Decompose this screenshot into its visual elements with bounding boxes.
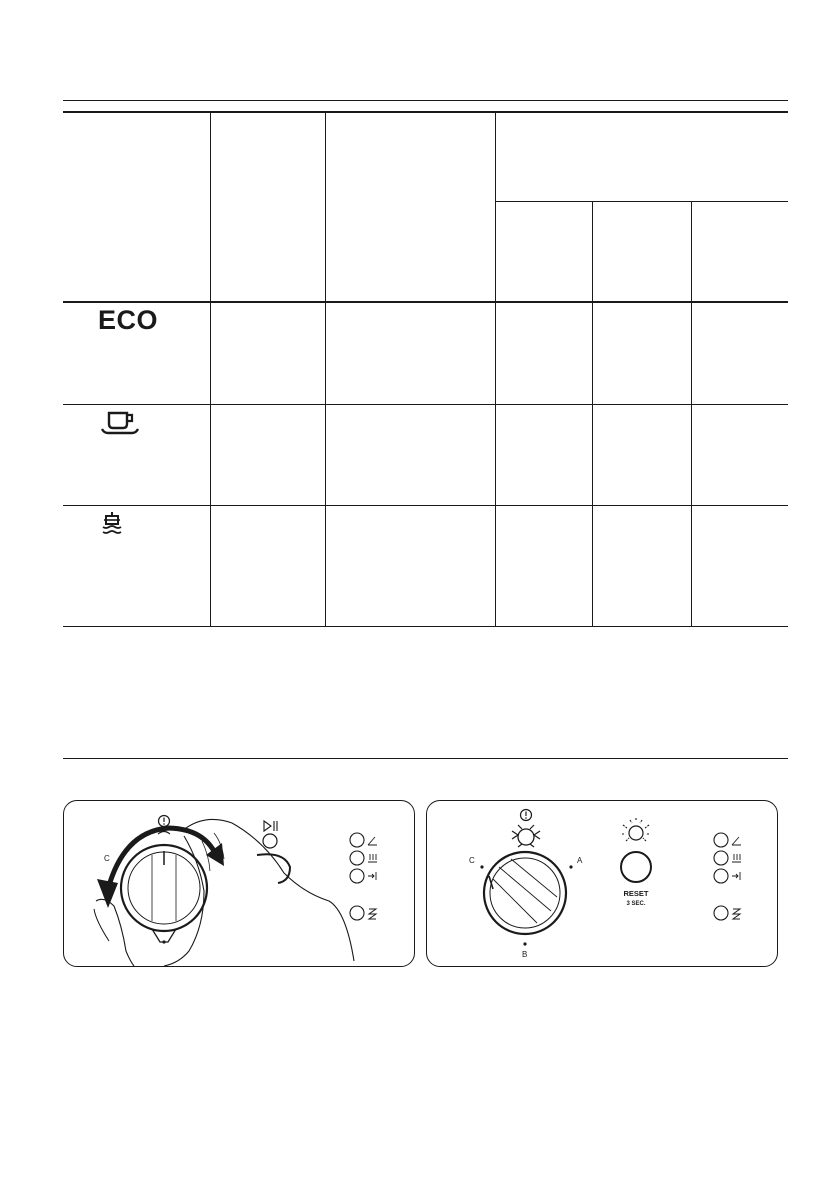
warning-light-lit bbox=[512, 825, 540, 847]
control-panel-illustration-right bbox=[427, 801, 777, 966]
table-header-top-rule bbox=[63, 111, 788, 113]
warning-icon bbox=[159, 816, 170, 827]
eco-program-label: ECO bbox=[98, 305, 159, 335]
blinking-light bbox=[622, 818, 650, 841]
table-header-bottom-rule bbox=[63, 301, 788, 303]
dial-mark-c-left: C bbox=[104, 854, 110, 863]
indicator-end bbox=[350, 869, 376, 883]
indicator-rinse-aid bbox=[350, 833, 377, 847]
table-bottom-rule bbox=[63, 626, 788, 627]
dishes-rinse-icon bbox=[101, 511, 123, 535]
dial-mark-a: A bbox=[577, 856, 583, 865]
table-col-divider-5 bbox=[691, 202, 692, 626]
table-col-divider-2 bbox=[325, 112, 326, 626]
dial-mark-b: B bbox=[522, 950, 528, 959]
table-col-divider-4 bbox=[592, 202, 593, 626]
table-row-rule-2 bbox=[63, 505, 788, 506]
figure-panel-right bbox=[426, 800, 778, 967]
section-divider bbox=[63, 758, 788, 759]
program-dial-left[interactable] bbox=[121, 845, 207, 944]
indicator-rinse-aid bbox=[714, 833, 741, 847]
indicator-salt bbox=[350, 906, 376, 920]
dial-mark-c-right: C bbox=[469, 856, 475, 865]
indicator-drying bbox=[714, 851, 741, 865]
warning-icon bbox=[521, 810, 532, 821]
indicator-end bbox=[714, 869, 740, 883]
reset-duration-label: 3 SEC. bbox=[626, 901, 646, 907]
program-dial-right[interactable] bbox=[484, 852, 566, 934]
indicator-drying bbox=[350, 851, 377, 865]
header-subgroup-rule bbox=[495, 201, 788, 202]
play-pause-icon bbox=[264, 821, 277, 831]
start-indicator-light bbox=[263, 834, 277, 848]
table-row-rule-1 bbox=[63, 404, 788, 405]
reset-label: RESET bbox=[623, 889, 649, 898]
reset-button[interactable] bbox=[621, 852, 651, 882]
indicator-salt bbox=[714, 906, 740, 920]
table-top-rule bbox=[63, 100, 788, 101]
table-col-divider-3 bbox=[495, 112, 496, 626]
control-panel-illustration-left bbox=[64, 801, 414, 966]
table-col-divider-1 bbox=[210, 112, 211, 626]
figure-panel-left bbox=[63, 800, 415, 967]
cup-saucer-icon bbox=[100, 410, 140, 436]
